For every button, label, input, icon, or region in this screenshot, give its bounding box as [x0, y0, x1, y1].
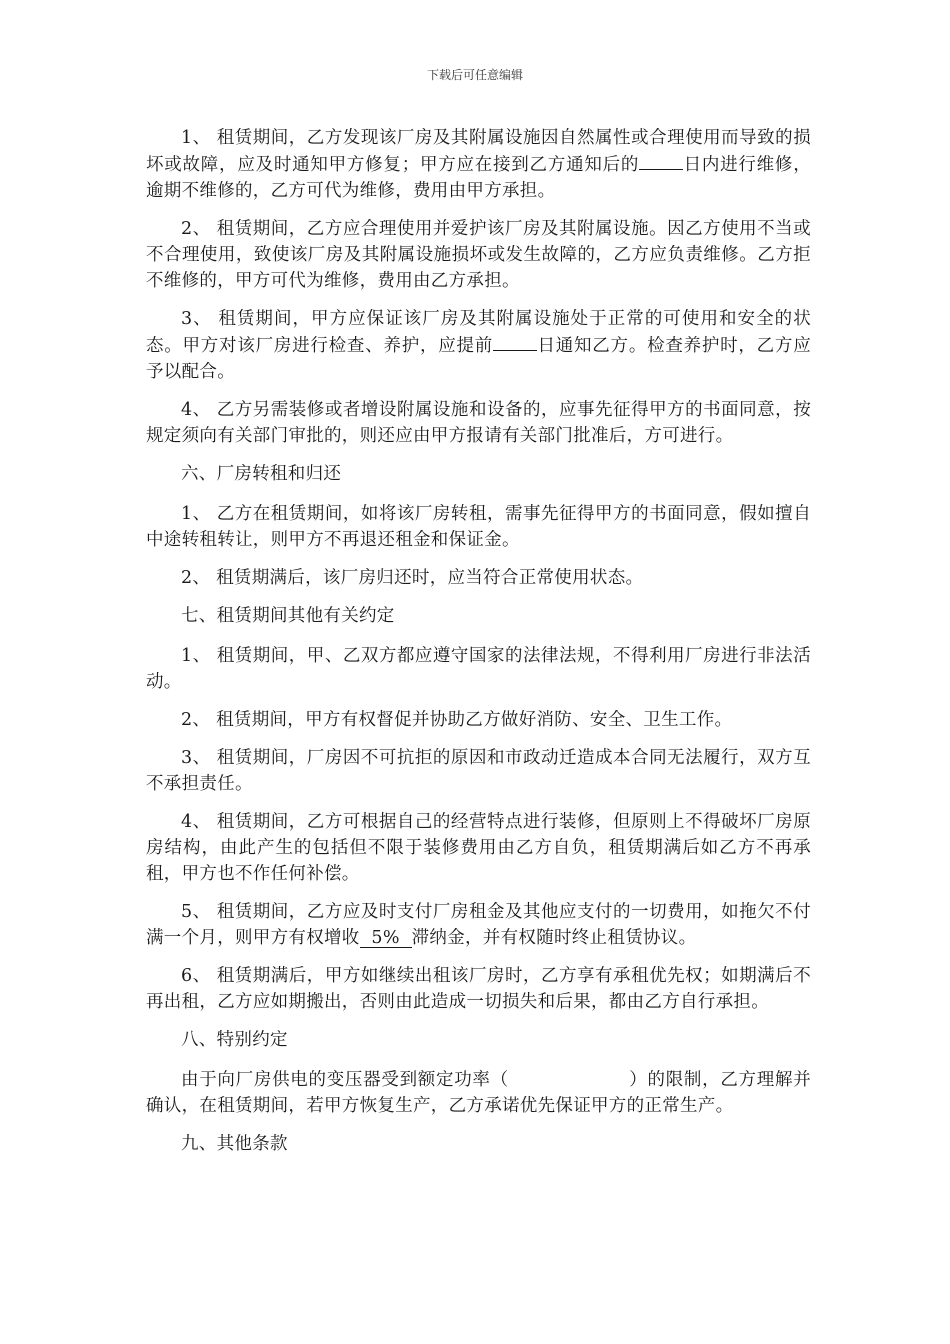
- clause-5-2: 2、 租赁期间，乙方应合理使用并爱护该厂房及其附属设施。因乙方使用不当或不合理使用，致使该厂房及其附属设施损坏或发生故障的，乙方应负责维修。乙方拒不维修的，甲方可代为维修，费用由乙方承担。: [146, 219, 811, 291]
- clause-text: 日内进行维修，逾期不维修的，乙方可代为维修，费用由甲方承担。: [146, 155, 811, 201]
- clause-7-5: [146, 899, 811, 951]
- clause-5-4: 4、 乙方另需装修或者增设附属设施和设备的，应事先征得甲方的书面同意，按规定须向有关部门审批的，则还应由甲方报请有关部门批准后，方可进行。: [146, 400, 811, 446]
- clause-text: 日通知乙方。检查养护时，乙方应予以配合。: [146, 336, 811, 382]
- clause-7-1: 1、 租赁期间，甲、乙双方都应遵守国家的法律法规，不得利用厂房进行非法活动。: [146, 646, 811, 692]
- clause-7-3: 3、 租赁期间，厂房因不可抗拒的原因和市政动迁造成本合同无法履行，双方互不承担责任。: [146, 748, 811, 794]
- late-fee-rate: 5%: [360, 929, 412, 948]
- header-note: 下载后可任意编辑: [426, 68, 523, 82]
- section-7-title: 七、租赁期间其他有关约定: [181, 606, 395, 626]
- clause-text: ）的限制，乙方理解并确认，在租赁期间，若甲方恢复生产，乙方承诺优先保证甲方的正常生产。: [146, 1070, 811, 1116]
- clause-8-body: [146, 1067, 811, 1119]
- clause-text: 3、 租赁期间，甲方应保证该厂房及其附属设施处于正常的可使用和安全的状态。甲方对该厂房进行检查、养护，应提前: [146, 309, 811, 356]
- blank-days-notice: [493, 332, 537, 351]
- clause-text: 由于向厂房供电的变压器受到额定功率（: [181, 1070, 509, 1090]
- clause-7-4: 4、 租赁期间，乙方可根据自己的经营特点进行装修，但原则上不得破坏厂房原房结构，由此产生的包括但不限于装修费用由乙方自负，租赁期满后如乙方不再承租，甲方也不作任何补偿。: [146, 812, 811, 884]
- section-6-title: 六、厂房转租和归还: [181, 464, 342, 484]
- clause-7-2: 2、 租赁期间，甲方有权督促并协助乙方做好消防、安全、卫生工作。: [181, 710, 733, 730]
- clause-6-1: 1、 乙方在租赁期间，如将该厂房转租，需事先征得甲方的书面同意，假如擅自中途转租转让，则甲方不再退还租金和保证金。: [146, 504, 811, 550]
- clause-5-1: [146, 125, 811, 204]
- clause-text: 5、 租赁期间，乙方应及时支付厂房租金及其他应支付的一切费用，如拖欠不付满一个月，则甲方有权增收: [146, 902, 811, 948]
- section-9-title: 九、其他条款: [181, 1134, 288, 1154]
- clause-6-2: 2、 租赁期满后，该厂房归还时，应当符合正常使用状态。: [181, 568, 644, 588]
- clause-7-6: 6、 租赁期满后，甲方如继续出租该厂房时，乙方享有承租优先权；如期满后不再出租，乙方应如期搬出，否则由此造成一切损失和后果，都由乙方自行承担。: [146, 966, 811, 1012]
- blank-days-repair: [639, 151, 683, 170]
- clause-text: 1、 租赁期间，乙方发现该厂房及其附属设施因自然属性或合理使用而导致的损坏或故障，应及时通知甲方修复；甲方应在接到乙方通知后的: [146, 128, 811, 175]
- section-8-title: 八、特别约定: [181, 1030, 288, 1050]
- clause-text: 滞纳金，并有权随时终止租赁协议。: [411, 928, 697, 948]
- document-body: [146, 125, 811, 1171]
- clause-5-3: [146, 306, 811, 385]
